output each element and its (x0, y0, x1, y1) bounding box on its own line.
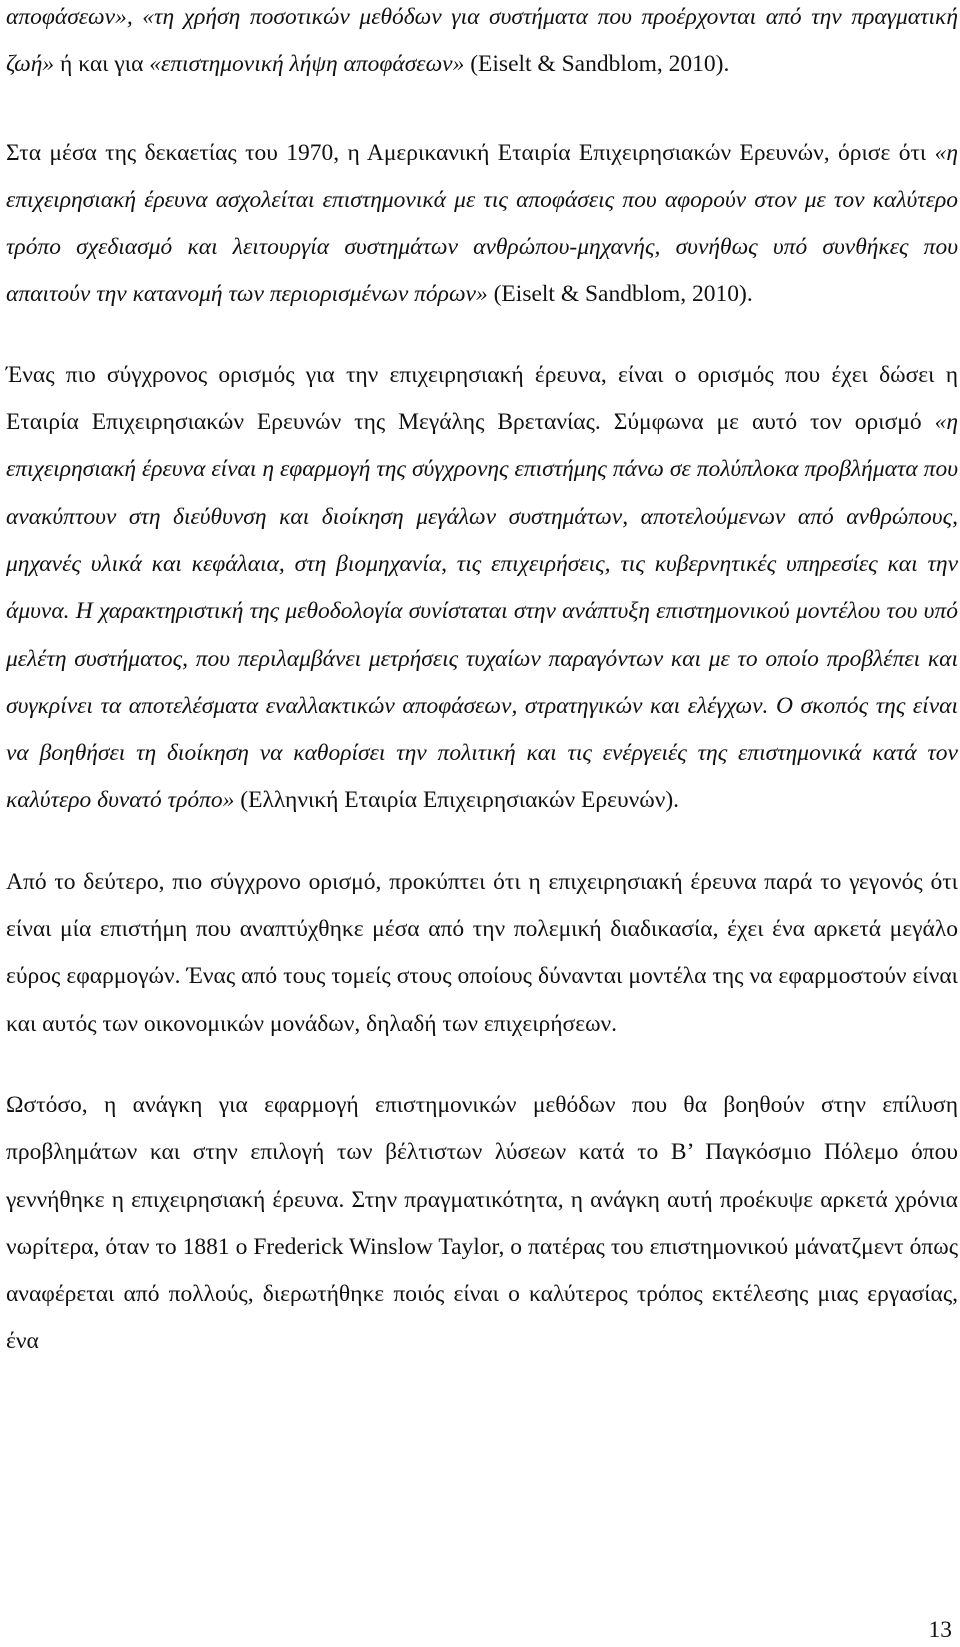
citation: (Eiselt & Sandblom, 2010). (487, 281, 753, 308)
body-text: Ωστόσο, η ανάγκη για εφαρμογή επιστημονικών μεθόδων που θα βοηθούν στην επίλυση προβλημάτων και στην επιλογή των βέλτιστων λύσεων κατά το Β’ Παγκόσμιο Πόλεμο όπου γεννήθηκε η επιχειρησιακή έρευνα. Στην πραγματικότητα, η ανάγκη αυτή προέκυψε αρκετά χρόνια νωρίτερα, όταν το 1881 ο Frederick Winslow Taylor, ο πατέρας του επιστημονικού μάνατζμεντ όπως αναφέρεται από πολλούς, διερωτήθηκε ποιός είναι ο καλύτερος τρόπος εκτέλεσης μιας εργασίας, ένα (6, 1091, 958, 1355)
paragraph (6, 859, 958, 1048)
body-text: ή και για (54, 51, 150, 78)
body-text: Ένας πιο σύγχρονος ορισμός για την επιχειρησιακή έρευνα, είναι ο ορισμός που έχει δώσει η Εταιρία Επιχειρησιακών Ερευνών της Μεγάλης Βρετανίας. Σύμφωνα με αυτό τον ορισμό (6, 361, 958, 436)
body-text: Από το δεύτερο, πιο σύγχρονο ορισμό, προκύπτει ότι η επιχειρησιακή έρευνα παρά το γεγονός ότι είναι μία επιστήμη που αναπτύχθηκε μέσα από την πολεμική διαδικασία, έχει ένα αρκετά μεγάλο εύρος εφαρμογών. Ένας από τους τομείς στους οποίους δύνανται μοντέλα της να εφαρμοστούν είναι και αυτός των οικονομικών μονάδων, δηλαδή των επιχειρήσεων. (6, 868, 958, 1037)
paragraph (6, 0, 958, 89)
page-number: 13 (928, 1617, 952, 1643)
quoted-definition: «επιστημονική λήψη αποφάσεων» (149, 51, 465, 78)
quoted-definition: αποφάσεων», «τη χρήση ποσοτικών μεθόδων για συστήματα που προέρχονται από την πραγματική ζωή» (6, 4, 958, 78)
body-text: Στα μέσα της δεκαετίας του 1970, η Αμερικανική Εταιρία Επιχειρησιακών Ερευνών, όρισε ότι (6, 139, 935, 166)
paragraph (6, 130, 958, 319)
citation: (Eiselt & Sandblom, 2010). (464, 51, 730, 78)
quoted-definition: «η επιχειρησιακή έρευνα ασχολείται επιστημονικά με τις αποφάσεις που αφορούν στον με τον καλύτερο τρόπο σχεδιασμό και λειτουργία συστημάτων ανθρώπου-μηχανής, συνήθως υπό συνθήκες που απαιτούν την κατανομή των περιορισμένων πόρων» (6, 139, 958, 308)
paragraph (6, 1082, 958, 1366)
document-page (6, 0, 958, 1366)
paragraph (6, 352, 958, 825)
citation: (Ελληνική Εταιρία Επιχειρησιακών Ερευνών). (234, 787, 680, 814)
quoted-definition: «η επιχειρησιακή έρευνα είναι η εφαρμογή της σύγχρονης επιστήμης πάνω σε πολύπλοκα προβλήματα που ανακύπτουν στη διεύθυνση και διοίκηση μεγάλων συστημάτων, αποτελούμενων από ανθρώπους, μηχανές υλικά και κεφάλαια, στη βιομηχανία, τις επιχειρήσεις, τις κυβερνητικές υπηρεσίες και την άμυνα. Η χαρακτηριστική της μεθοδολογία συνίσταται στην ανάπτυξη επιστημονικού μοντέλου του υπό μελέτη συστήματος, που περιλαμβάνει μετρήσεις τυχαίων παραγόντων και με το οποίο προβλέπει και συγκρίνει τα αποτελέσματα εναλλακτικών αποφάσεων, στρατηγικών και ελέγχων. Ο σκοπός της είναι να βοηθήσει τη διοίκηση να καθορίσει την πολιτική και τις ενέργειές της επιστημονικά κατά τον καλύτερο δυνατό τρόπο» (6, 409, 958, 814)
